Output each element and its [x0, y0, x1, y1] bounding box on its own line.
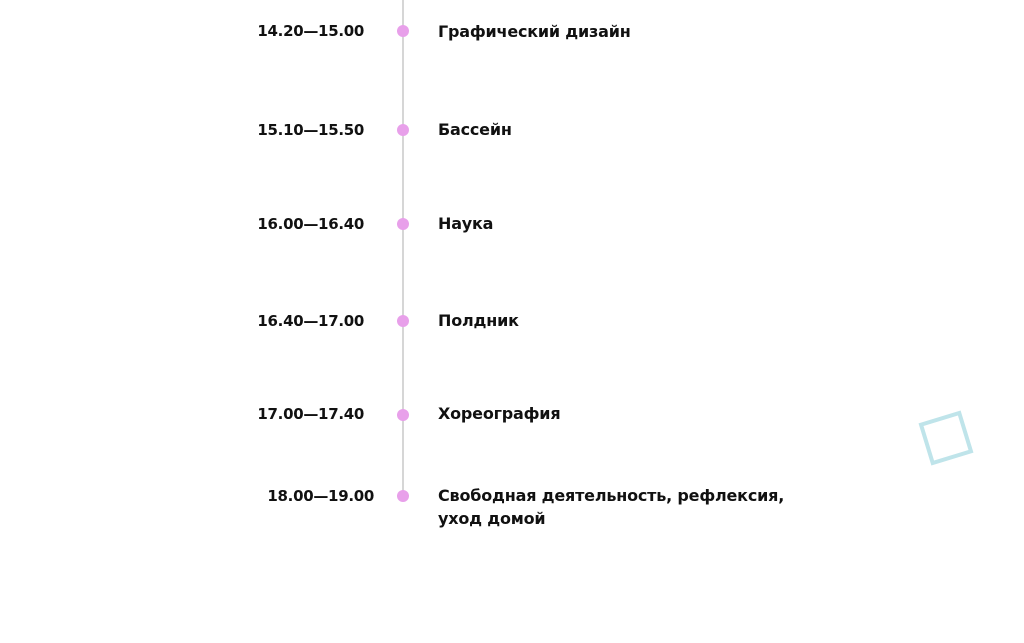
schedule-time: 16.40—17.00 — [257, 312, 364, 330]
timeline-dot-icon — [397, 124, 409, 136]
schedule-title: Наука — [438, 214, 494, 233]
schedule-title — [438, 484, 784, 530]
schedule-title-line: уход домой — [438, 509, 546, 528]
schedule-title: Полдник — [438, 311, 519, 330]
schedule-title: Бассейн — [438, 120, 512, 139]
schedule-time: 17.00—17.40 — [257, 405, 364, 423]
schedule-title: Графический дизайн — [438, 22, 631, 41]
schedule-time: 14.20—15.00 — [257, 22, 364, 40]
timeline-dot-icon — [397, 218, 409, 230]
schedule-time: 18.00—19.00 — [267, 487, 374, 505]
schedule-time: 15.10—15.50 — [257, 121, 364, 139]
timeline-dot-icon — [397, 315, 409, 327]
decorative-square-icon — [919, 411, 974, 466]
timeline-line — [402, 0, 404, 497]
timeline-dot-icon — [397, 25, 409, 37]
timeline-dot-icon — [397, 409, 409, 421]
timeline-dot-icon — [397, 490, 409, 502]
schedule-time: 16.00—16.40 — [257, 215, 364, 233]
schedule-title-line: Свободная деятельность, рефлексия, — [438, 486, 785, 505]
schedule-title: Хореография — [438, 404, 561, 423]
